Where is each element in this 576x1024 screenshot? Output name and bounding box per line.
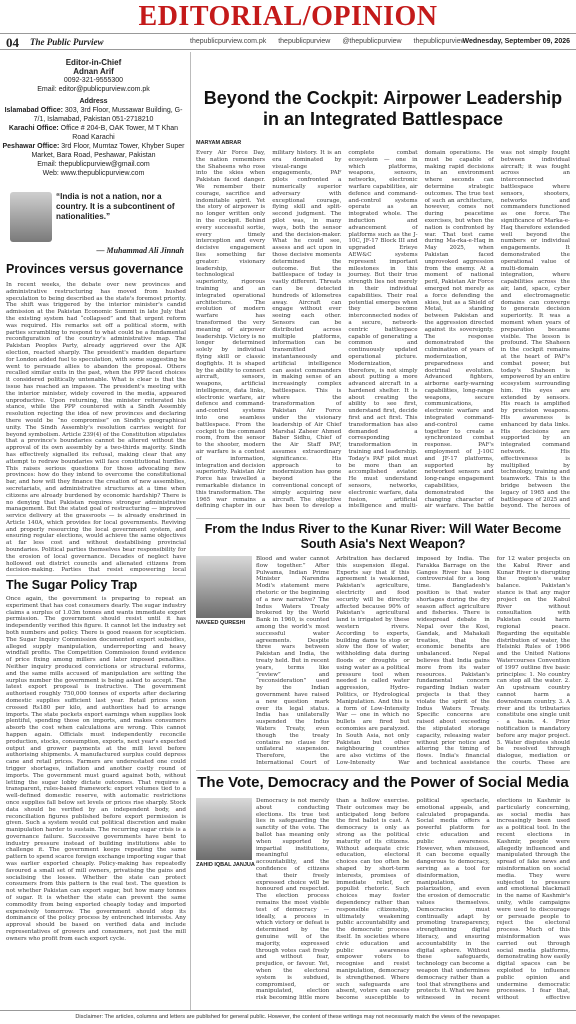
section-divider bbox=[196, 518, 570, 519]
cockpit-body: Every Air Force Day, the nation remembers the Shaheens who rose into the skies when Pakistan faced danger. We remember their courage, sacrifice and indomitable spirit. Yet the story of airpower is no longer written only in the cockpit. Behind every successful sortie, every timely interception and every decisive engagement lies something far greater: visionary leadership, technological superiority, rigorous training and an integrated operational architecture. The evolution of modern warfare has transformed the very meaning of airpower leadership. Victory is no longer determined solely by individual flying skill or classic dogfights. It is shaped by the ability to connect aircraft, sensors, weapons, artificial intelligence, data links, electronic warfare, air defence and command-and-control systems into one seamless battlespace. From the cockpit to the command room, from the sensor to the shooter, modern air warfare is a contest of information, integration and decision superiority. Pakistan Air Force has travelled a remarkable distance in this transformation. The 1965 war remains a defining chapter in our military history. It is an era dominated by visual-range engagements, PAF pilots confronted a numerically superior adversary with exceptional courage, flying skill and split-second judgment. The pilot was, in many ways, both the sensor and the decision-maker. What he could see, assess and act upon in those decisive moments determined the outcome. But the battlespace of today is vastly different. Threats can be detected hundreds of kilometres away. Aircraft can engage without ever seeing each other. Sensors can be distributed across multiple platforms, information can be transmitted instantaneously and artificial intelligence can assist commanders in making sense of an increasingly complex battlespace. This is where the transformation of Pakistan Air Force under the visionary leadership of Air Chief Marshal Zaheer Ahmed Baber Sidhu, Chief of the Air Staff PAF, assumes extraordinary significance. His approach to modernization has gone beyond the conventional concept of simply acquiring new aircraft. The objective has been to develop a complete combat ecosystem — one in which platforms, weapons, sensors, networks, electronic warfare capabilities, air defence and command-and-control systems operate as an integrated whole. The induction and advancement of platforms such as the J-10C, JF-17 Block III and upgraded Erieye AEW&C systems represent important milestones in this journey. But their true strength lies not merely in their individual capabilities. Their real potential emerges when they become interconnected nodes of a secure, network-centric battlespace capable of generating a common and continuously updated operational picture. Modernization, therefore, is not simply about putting a more advanced aircraft in a hardened shelter. It is about creating the ability to see first, understand first, decide first and act first. This transformation has also demanded a corresponding transformation in training and leadership. Today's PAF pilot must be more than an accomplished aviator. He must understand sensors, networks, electronic warfare, data fusion, artificial intelligence and multi-domain operations. He must be capable of making rapid decisions in an environment where seconds can determine strategic outcomes. The true test of such an architecture, however, comes not during peacetime exercises, but when the nation is confronted by war. That test came during Ma-rka-e-Haq in May 2025, when Pakistan faced unprovoked aggression from the enemy. At a moment of national peril, Pakistan Air Force emerged not merely as a force defending the skies, but as a Shield of Metal, standing between Pakistan and the aggression directed against its sovereignty. The response demonstrated the culmination of years of modernization, preparedness and doctrinal evolution. Advanced fighters, airborne early-warning capabilities, long-range weapons, secure communications, electronic warfare and integrated command-and-control came together to create a synchronized combat response. PAF's employment of J-10C and JF-17 platforms, supported by networked sensors and long-range engagement capabilities, demonstrated the changing character of air warfare. The battle was not simply fought between individual aircraft; it was fought across an interconnected battlespace where sensors, shooters, networks and commanders functioned as one force. The significance of Marka-e-Haq therefore extended well beyond the numbers or individual engagements. It demonstrated the operational value of multi-domain integration, where capabilities across the air, land, space, cyber and electromagnetic domains can converge to generate decision superiority. It was a moment when years of preparation became visible. The lesson is profound. The Shaheen in the cockpit remains at the heart of PAF's combat power, but today's Shaheen is empowered by an entire ecosystem surrounding him. His eyes are extended by sensors. His reach is amplified by precision weapons. His awareness is enhanced by data links. His decisions are supported by an integrated command network. His effectiveness is multiplied by technology, training and teamwork. This is the bridge between the legacy of 1965 and the battlespace of 2025 and beyond. The heroes of bbox=[196, 150, 570, 510]
social-link-facebook[interactable]: thepublicpurview bbox=[278, 38, 331, 45]
indus-author-card bbox=[196, 556, 252, 626]
section-divider bbox=[196, 770, 570, 771]
islamabad-office: Islamabad Office: 303, 3rd Floor, Mussawar Building, G-7/1, Islamabad, Pakistan 051-2718210 bbox=[4, 107, 183, 123]
sugar-body-main: Once again, the government is preparing to repeat an experiment that has cost consumers dearly. The sugar industry claims a surplus of 1.03m tonnes and wants immediate export permission. The government should resist until it has independently verified this figure. It cannot let the industry set both numbers and policy. There is good reason for scepticism. The Sugar Inquiry Commission documented export subsidies, alleged supply manipulation, underreporting and heavy windfall profits. The Competition Commission found evidence of price fixing among millers and later imposed penalties. Neither inquiry produced convictions or structural reforms, and the same mills accused of manipulation are setting the surplus number the government is being asked to accept. The latest export proposal is instructive. The government authorised roughly 750,000 tonnes of exports after declaring domestic supplies sufficient last year. Retail prices soon crossed Rs180 per kilo, and authorities had to arrange imports. The state pockets export earnings when supplies look plentiful, spending those on imports, and makes consumers absorb the cost when calculations are wrong. This cannot happen again. Officials must independently reconcile production, stocks, consumption, exports, next year's expected output and grower payments at the mill level before authorising shipments. A manufactured surplus could depress cane and retail prices. Farmers are underestated one could trigger shortages, inflation and another costly round of imports. The government must guard against both, without letting the sugar lobby dictate outcomes. That requires a transparent, rules-based framework: export volumes tied to a well-defined domestic reserve, with automatic restrictions once supplies fall below set levels or prices rise sharply. Stock data should be verified by an independent body, and reconciliation figures published before export permission is given. Such a system would cut political discretion and make manipulation harder to sustain. The recurring sugar crisis is a governance failure. Successive governments have bent to industry pressure instead of building institutions able to challenge it. The government keeps repeating the same pattern to spend scarce foreign exchange importing sugar that was earlier exported cheaply. Policy-making has repeatedly favoured a small set of mill owners, privatising the gains and socialising the losses. Whether the state can protect consumers from this pattern is the real test. bbox=[6, 596, 186, 888]
sugar-headline: The Sugar Policy Trap bbox=[6, 578, 138, 592]
top-bar bbox=[0, 34, 576, 50]
social-link-instagram[interactable]: thepublicpurview bbox=[413, 38, 466, 45]
editor-phone: 0092-321-9555300 bbox=[63, 77, 124, 84]
editor-email[interactable]: Email: editor@publicpurview.com.pk bbox=[37, 86, 150, 93]
quote-box bbox=[0, 192, 187, 255]
provinces-headline: Provinces versus governance bbox=[6, 262, 184, 276]
address-heading: Address bbox=[79, 98, 108, 105]
indus-body: Blood and water cannot flow together.” After Pulwama, Indian Prime Minister Narendra Modi's statement mere rhetoric or the beginning of a new narrative? The Indus Waters Treaty brokered by the World Bank in 1960, is counted among the world's most successful water agreements. Despite three wars between Pakistan and India, the treaty held. But in recent years, terms like “review” and “reconsideration” used by the Indian government have raised a new question mark over its legal status. India has unilaterally suspended the Indus Waters Treaty, even though the treaty contains no clause for unilateral suspension. Therefore, the International Court of Arbitration has declared this suspension illegal. Experts say that if this agreement is weakened, Pakistan's agriculture, electricity and food security will be directly affected because 90% of Pakistan's agricultural land is irrigated by these western rivers. According to experts, building dams to stop or slow the flow of water, withholding data during floods or droughts or using water as a political pressure tool when needed is called water aggression, Hydro-Politics, or Hydrological Manipulation. And this is a form of Low-Intensity War — one in which no bullets are fired but economies are paralyzed. In South Asia, not only Pakistan but other neighbouring countries are also victims of the Low-Intensity War imposed by India. The Farakka Barrage on the Ganges River has been controversial for a long time. Bangladesh's position is that water shortages during the dry season affect agriculture and fisheries. There is widespread debate in Nepal over the Kosi, Gandak, and Mahakali treaties, that the economic benefits are unbalanced. Nepal believes that India gains more from its water resources. Pakistan's fundamental concern regarding Indian water projects is that they violate the spirit of the Indus Waters Treaty. Specific concerns are raised about exceeding the stipulated storage capacity, releasing water without prior notice and altering the timing of flows. India's financial and technical assistance for 12 water projects on the Kabul River and Kunar River is disrupting the region's water balance. Pakistan's stance is that any major project on the Kabul River without consultation with Pakistan could harm regional peace. Regarding the equitable distribution of water, the Helsinki Rules of 1966 and the United Nations Watercourses Convention of 1997 outline five basic principles: 1. No country can stop all the water. 2. An upstream country cannot harm a downstream country. 3. A river and its tributaries constitute one single unit - a basin. 4. Prior notification is mandatory before any major project. 5. Water disputes should be resolved through dialogue, mediation or the courts. These are bbox=[256, 556, 570, 766]
vote-body: Democracy is not merely about conducting elections. Its true test lies in safeguarding the sanctity of the vote. The ballot has meaning only when supported by impartial institutions, meaningful accountability, and the confidence of citizens that their freely expressed choice will be honoured and respected. The election process remains the most visible test of democracy — ideally, a process in which victory or defeat is determined by the genuine will of the majority, expressed through votes cast freely and without fear, prejudice, or favour. Yet, when the electoral system is subdued, compromised, or manipulated, election risk becoming little more than a hollow exercise. Their outcomes may be anticipated long before the first ballot is cast. A democracy is only as strong as the political maturity of its citizens. Without adequate civic education, electoral choices can too often be shaped by short-term interests, promises of immediate relief, or populist rhetoric. Such choices may foster dependency rather than responsible citizenship, ultimately weakening public accountability and the democratic process itself. In societies where civic education and public awareness empower voters to recognise and resist manipulation, democracy is strengthened. Where such safeguards are absent, voters can easily become susceptible to political spectacle, emotional appeals, and calculated propaganda. Social media offers a powerful platform for civic education and public awareness. However, when misused, it can become equally dangerous to democracy, serving as a tool for disinformation, manipulation, polarization, and even the erosion of democratic values themselves. Democracies must continually adapt by promoting transparency, strengthening digital literacy, and ensuring accountability in the digital sphere. Without these safeguards, technology can become a weapon that undermines democracy rather than a tool that strengthens and protects it. What we have witnessed in recent elections in Kashmir is particularly concerning, as social media has increasingly been used as a political tool. In the recent elections in Kashmir, people were allegedly influenced and manipulated through the spread of fake news and misinformation on social media. They were subjected to pressure and emotional blackmail in the name of Kashmir's unity, while campaigns were used to discourage or persuade people to reject the electoral process. Much of this misinformation was carried out through social media platforms, demonstrating how easily digital spaces can be exploited to influence public opinion and undermine democratic processes. I fear that, without effective bbox=[256, 798, 570, 1002]
vote-headline: The Vote, Democracy and the Power of Social Media bbox=[197, 774, 569, 791]
social-links bbox=[190, 38, 476, 45]
vote-author-card bbox=[196, 798, 255, 868]
section-divider bbox=[6, 575, 186, 576]
publication-name: The Public Purview bbox=[30, 37, 104, 47]
section-title: EDITORIAL/OPINION bbox=[138, 1, 438, 32]
quote-portrait bbox=[10, 192, 52, 242]
sugar-body-extra: The question is not whether Pakistan can export sugar, but how many tonnes of sugar. It is whether the state can prevent the same commodity from being exported cheaply today and imported expensively tomorrow. The government should stop its dominance of the policy process by entrenched interests. Any approval should be based on verified data and include representatives of growers and consumers, not just the mill owners who profit from each export cycle. bbox=[6, 881, 186, 942]
column-divider bbox=[190, 52, 191, 1010]
contact-web[interactable]: Web: www.thepublicpurview.com bbox=[42, 170, 145, 177]
editor-name: Adnan Arif bbox=[73, 67, 114, 76]
indus-headline: From the Indus River to the Kunar River: Will Water Become South Asia's Next Weapon? bbox=[204, 522, 562, 551]
indus-author: NAVEED QURESHI bbox=[196, 620, 246, 626]
peshawar-office: Peshawar Office: 3rd Floor, Mumtaz Tower, Khyber Super Market, Bara Road, Peshawar, Pakistan bbox=[2, 143, 185, 159]
author-photo bbox=[196, 798, 252, 860]
provinces-body: In recent weeks, the debate over new provinces and administrative restructuring has moved from hushed speculation to being described as the state's foremost priority. The shift was triggered by the interior minister's candid admission at the Pakistan Economic Summit in late July that the existing system had “collapsed” and that urgent reform was required. His remarks set off a political storm, with parties scrambling to respond to what could be a fundamental reconfiguration of the country's administrative map. The Pakistan Peoples Party, already aggrieved over the AJK election, reacted sharply. The president's madden departure for London added fuel to speculation, with some suggesting he went to persuade allies to abandon the proposal. Others recalled similar exits in the past, when the PPP faced choices it considered politically untenable. What is clear is that the issue has reached an impasse. The president's meeting with the interior minister, widely covered in the media, appeared unproductive. Upon returning, the minister reiterated his stance, while the PPP countered with a Sindh Assembly resolution rejecting the idea of new provinces and declaring there would be “no compromise” on Sindh's geographical unity. The Sindh Assembly's resolution carries weight for beyond symbolism. Article 239(4) of the Constitution stipulates that a province's boundaries cannot be altered without the approval of its own assembly by a two-thirds majority. Sindh has effectively signalled its refusal, making clear that any attempt to redraw boundaries will face constitutional hurdles. This raises serious questions for those advocating new provinces: how do they intend to overcome the constitutional bar, and how will they finance the creation of new assemblies, secretariats, and administrative structures at a time when citizens are already burdened by economic hardship? There is no denying that Pakistan requires stronger administrative management. But the stated goal of restructuring — improved service delivery at the grassroots — is already enshrined in Article 140A, which provides for local governments. Reviving and properly resourcing the local government system, and ensuring regular elections, would achieve the same objectives at far less cost and without destabilising provincial boundaries. Political parties themselves bear responsibility for the erosion of local governance. Decades of neglect have hollowed out district councils and alienated citizens from decision-making. Parties that resist empowering local bbox=[6, 282, 186, 572]
quote-text: “India is not a nation, nor a country. It is a subcontinent of nationalities.” bbox=[56, 192, 175, 221]
karachi-office: Karachi Office: Office # 204-B, OAK Tower, M T Khan Road Karachi bbox=[8, 125, 179, 141]
quote-author: — Muhammad Ali Jinnah bbox=[96, 246, 184, 255]
sugar-body bbox=[6, 596, 186, 1004]
masthead bbox=[0, 0, 576, 34]
author-photo bbox=[196, 556, 252, 618]
contact-email[interactable]: Email: thepublicpurview@gmail.com bbox=[37, 161, 150, 168]
disclaimer: Disclaimer: The articles, columns and letters are published for general public. However, the content of these writings may not necessarily match the views of the newspaper. bbox=[0, 1010, 576, 1024]
cockpit-author: MARYAM ABRAR bbox=[196, 140, 242, 146]
social-link-web[interactable]: thepublicpurview.com.pk bbox=[190, 38, 267, 45]
vote-author: ZAHID IQBAL JANJUA bbox=[196, 862, 255, 868]
editor-title: Editor-in-Chief bbox=[65, 58, 122, 67]
page-number: 04 bbox=[6, 35, 19, 50]
issue-date: Wednesday, September 09, 2026 bbox=[462, 38, 570, 45]
social-link-x[interactable]: @thepublicpurview bbox=[342, 38, 402, 45]
cockpit-headline: Beyond the Cockpit: Airpower Leadership in an Integrated Battlespace bbox=[203, 88, 563, 129]
